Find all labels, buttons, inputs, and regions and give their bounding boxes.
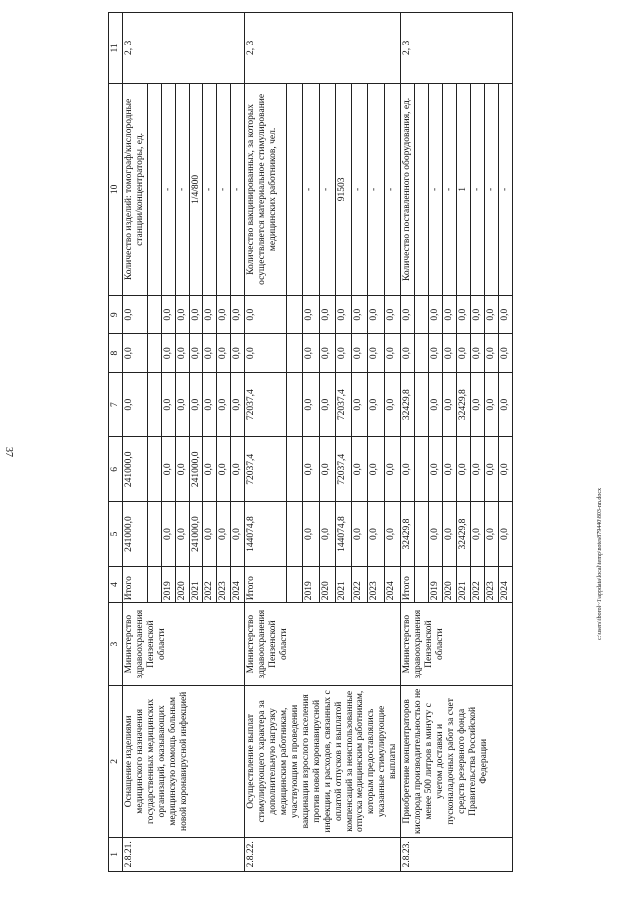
activity-name: Приобретение концентраторов кислорода производительностью не менее 500 литров в минуту с учетом доставки и пусконаладочных работ за счет средств резервного фонда Правительства Российской Федерации (401, 686, 512, 838)
empty-cell (415, 372, 429, 437)
indicator-value: - (231, 83, 245, 295)
year-value-v5: 32429,8 (456, 502, 470, 567)
empty-cell (287, 334, 303, 372)
indicator-value: - (428, 83, 442, 295)
year-value-v9: 0,0 (498, 296, 512, 334)
row-number: 2.8.21. (122, 837, 244, 871)
year-value-v5: 0,0 (428, 502, 442, 567)
indicator-value: - (319, 83, 335, 295)
year-value-v8: 0,0 (319, 334, 335, 372)
year-value-v8: 0,0 (470, 334, 484, 372)
indicator-value: - (498, 83, 512, 295)
year-value-v7: 0,0 (384, 372, 400, 437)
year: 2020 (319, 566, 335, 602)
year-value-v6: 0,0 (442, 437, 456, 502)
total-value-v8: 0,0 (245, 334, 287, 372)
footer-file-path: c:\users\iborol~1\appdata\local\temp\notes879440\803-nn.docx (597, 487, 603, 640)
empty-cell (415, 83, 429, 295)
year-value-v5: 0,0 (384, 502, 400, 567)
total-value-v9: 0,0 (245, 296, 287, 334)
empty-cell (287, 372, 303, 437)
year: 2022 (470, 566, 484, 602)
empty-cell (287, 566, 303, 602)
year-value-v8: 0,0 (175, 334, 189, 372)
program-table (108, 12, 513, 872)
activity-name: Осуществление выплат стимулирующего характера за дополнительную нагрузку медицинским работникам, участвующим в проведении вакцинации взрослого населения против новой коронавирусной инфекции, и расходов, связанных с оплатой отпусков и выплатой компенсаций за неиспользованные отпуска медицинским работникам, которым предоставлялись указанные стимулирующие выплаты (245, 686, 401, 838)
reference: 2, 3 (245, 13, 401, 84)
total-value-v7: 72037,4 (245, 372, 287, 437)
total-value-v5: 144074,8 (245, 502, 287, 567)
year-value-v9: 0,0 (456, 296, 470, 334)
year-value-v9: 0,0 (175, 296, 189, 334)
column-header-9: 9 (109, 296, 123, 334)
year-value-v5: 0,0 (368, 502, 384, 567)
year-value-v7: 0,0 (442, 372, 456, 437)
year-value-v8: 0,0 (217, 334, 231, 372)
total-label: Итого (122, 566, 147, 602)
year-value-v8: 0,0 (303, 334, 319, 372)
year-value-v6: 0,0 (470, 437, 484, 502)
column-header-5: 5 (109, 502, 123, 567)
indicator-value: - (175, 83, 189, 295)
total-value-v8: 0,0 (401, 334, 415, 372)
year-value-v5: 0,0 (175, 502, 189, 567)
year-value-v5: 144074,8 (335, 502, 351, 567)
executor: Министерство здравоохранения Пензенской области (122, 603, 244, 686)
rotated-sheet (108, 12, 588, 872)
year-value-v8: 0,0 (484, 334, 498, 372)
year-value-v9: 0,0 (217, 296, 231, 334)
year-value-v7: 0,0 (303, 372, 319, 437)
indicator-value: - (368, 83, 384, 295)
year: 2020 (175, 566, 189, 602)
empty-cell (147, 372, 161, 437)
year-value-v7: 0,0 (498, 372, 512, 437)
indicator-value: - (217, 83, 231, 295)
year-value-v8: 0,0 (442, 334, 456, 372)
empty-cell (415, 502, 429, 567)
column-header-7: 7 (109, 372, 123, 437)
year-value-v8: 0,0 (456, 334, 470, 372)
year-value-v6: 0,0 (352, 437, 368, 502)
total-value-v5: 241000,0 (122, 502, 147, 567)
empty-cell (415, 296, 429, 334)
year-value-v9: 0,0 (428, 296, 442, 334)
year-value-v6: 0,0 (319, 437, 335, 502)
year-value-v8: 0,0 (368, 334, 384, 372)
table-row-total (122, 13, 147, 872)
year: 2024 (498, 566, 512, 602)
year-value-v5: 0,0 (231, 502, 245, 567)
indicator-value: 1/4/800 (189, 83, 203, 295)
total-value-v9: 0,0 (122, 296, 147, 334)
year: 2019 (303, 566, 319, 602)
year: 2019 (161, 566, 175, 602)
year: 2021 (335, 566, 351, 602)
table-row-total (401, 13, 415, 872)
total-value-v8: 0,0 (122, 334, 147, 372)
column-header-2: 2 (109, 686, 123, 838)
year-value-v6: 0,0 (456, 437, 470, 502)
year-value-v5: 0,0 (217, 502, 231, 567)
year-value-v5: 0,0 (203, 502, 217, 567)
year-value-v7: 72037,4 (335, 372, 351, 437)
year-value-v9: 0,0 (352, 296, 368, 334)
year-value-v7: 0,0 (352, 372, 368, 437)
year-value-v6: 0,0 (161, 437, 175, 502)
year: 2023 (484, 566, 498, 602)
year: 2021 (189, 566, 203, 602)
year-value-v7: 0,0 (189, 372, 203, 437)
column-header-1: 1 (109, 837, 123, 871)
row-number: 2.8.23. (401, 837, 512, 871)
year-value-v6: 0,0 (428, 437, 442, 502)
column-header-10: 10 (109, 83, 123, 295)
year-value-v7: 32429,8 (456, 372, 470, 437)
year-value-v8: 0,0 (231, 334, 245, 372)
total-value-v6: 72037,4 (245, 437, 287, 502)
year-value-v8: 0,0 (203, 334, 217, 372)
empty-cell (147, 83, 161, 295)
executor: Министерство здравоохранения Пензенской области (245, 603, 401, 686)
year-value-v6: 0,0 (175, 437, 189, 502)
column-header-6: 6 (109, 437, 123, 502)
year-value-v6: 241000,0 (189, 437, 203, 502)
year-value-v6: 0,0 (384, 437, 400, 502)
year-value-v7: 0,0 (428, 372, 442, 437)
year-value-v7: 0,0 (175, 372, 189, 437)
year-value-v9: 0,0 (484, 296, 498, 334)
year-value-v5: 0,0 (442, 502, 456, 567)
year-value-v9: 0,0 (161, 296, 175, 334)
year-value-v5: 0,0 (161, 502, 175, 567)
year: 2020 (442, 566, 456, 602)
year-value-v9: 0,0 (384, 296, 400, 334)
year-value-v9: 0,0 (368, 296, 384, 334)
total-value-v6: 0,0 (401, 437, 415, 502)
year-value-v9: 0,0 (470, 296, 484, 334)
total-value-v7: 0,0 (122, 372, 147, 437)
year-value-v5: 0,0 (498, 502, 512, 567)
reference: 2, 3 (401, 13, 512, 84)
year: 2023 (368, 566, 384, 602)
total-value-v9: 0,0 (401, 296, 415, 334)
indicator-value: - (161, 83, 175, 295)
year: 2019 (428, 566, 442, 602)
total-value-v7: 32429,8 (401, 372, 415, 437)
year-value-v8: 0,0 (161, 334, 175, 372)
year: 2024 (384, 566, 400, 602)
year-value-v7: 0,0 (231, 372, 245, 437)
empty-cell (415, 334, 429, 372)
total-value-v5: 32429,8 (401, 502, 415, 567)
year-value-v7: 0,0 (470, 372, 484, 437)
indicator-value: 91503 (335, 83, 351, 295)
header-row (109, 13, 123, 872)
indicator-value: - (384, 83, 400, 295)
year: 2024 (231, 566, 245, 602)
year-value-v5: 0,0 (303, 502, 319, 567)
empty-cell (287, 437, 303, 502)
year-value-v5: 0,0 (484, 502, 498, 567)
year-value-v6: 0,0 (303, 437, 319, 502)
indicator-value: 1 (456, 83, 470, 295)
indicator-value: - (442, 83, 456, 295)
empty-cell (415, 437, 429, 502)
indicator-name: Количество поставленного оборудования, ед. (401, 83, 415, 295)
indicator-value: - (303, 83, 319, 295)
year-value-v8: 0,0 (352, 334, 368, 372)
year-value-v8: 0,0 (189, 334, 203, 372)
year-value-v6: 0,0 (484, 437, 498, 502)
year-value-v8: 0,0 (498, 334, 512, 372)
year-value-v8: 0,0 (428, 334, 442, 372)
year-value-v7: 0,0 (203, 372, 217, 437)
year-value-v9: 0,0 (335, 296, 351, 334)
indicator-name: Количество вакцинированных, за которых осуществляется материальное стимулирование медицинских работников, чел. (245, 83, 287, 295)
year-value-v9: 0,0 (231, 296, 245, 334)
year: 2023 (217, 566, 231, 602)
empty-cell (287, 296, 303, 334)
indicator-name: Количество изделий: томограф/кислородные станции/концентраторы, ед. (122, 83, 147, 295)
year-value-v8: 0,0 (335, 334, 351, 372)
table-row-total (245, 13, 287, 872)
column-header-4: 4 (109, 566, 123, 602)
year-value-v9: 0,0 (442, 296, 456, 334)
year-value-v6: 0,0 (217, 437, 231, 502)
year-value-v5: 0,0 (319, 502, 335, 567)
total-label: Итого (401, 566, 415, 602)
column-header-8: 8 (109, 334, 123, 372)
year-value-v6: 0,0 (203, 437, 217, 502)
empty-cell (147, 437, 161, 502)
year: 2022 (203, 566, 217, 602)
empty-cell (287, 502, 303, 567)
year-value-v7: 0,0 (319, 372, 335, 437)
empty-cell (147, 502, 161, 567)
total-label: Итого (245, 566, 287, 602)
year-value-v5: 0,0 (352, 502, 368, 567)
year-value-v7: 0,0 (484, 372, 498, 437)
indicator-value: - (470, 83, 484, 295)
empty-cell (415, 566, 429, 602)
empty-cell (287, 83, 303, 295)
reference: 2, 3 (122, 13, 244, 84)
executor: Министерство здравоохранения Пензенской области (401, 603, 512, 686)
column-header-11: 11 (109, 13, 123, 84)
year: 2022 (352, 566, 368, 602)
year-value-v7: 0,0 (368, 372, 384, 437)
activity-name: Оснащение изделиями медицинского назначения государственных медицинских организаций, оказывающих медицинскую помощь больным новой коронавирусной инфекцией (122, 686, 244, 838)
indicator-value: - (484, 83, 498, 295)
empty-cell (147, 296, 161, 334)
year-value-v6: 0,0 (368, 437, 384, 502)
indicator-value: - (352, 83, 368, 295)
year-value-v5: 241000,0 (189, 502, 203, 567)
year-value-v6: 72037,4 (335, 437, 351, 502)
year-value-v6: 0,0 (498, 437, 512, 502)
year-value-v9: 0,0 (319, 296, 335, 334)
year-value-v8: 0,0 (384, 334, 400, 372)
empty-cell (147, 566, 161, 602)
indicator-value: - (203, 83, 217, 295)
year-value-v6: 0,0 (231, 437, 245, 502)
column-header-3: 3 (109, 603, 123, 686)
page-number: 37 (3, 447, 14, 457)
empty-cell (147, 334, 161, 372)
year-value-v7: 0,0 (217, 372, 231, 437)
year-value-v9: 0,0 (303, 296, 319, 334)
year-value-v9: 0,0 (189, 296, 203, 334)
total-value-v6: 241000,0 (122, 437, 147, 502)
year-value-v9: 0,0 (203, 296, 217, 334)
year: 2021 (456, 566, 470, 602)
year-value-v7: 0,0 (161, 372, 175, 437)
year-value-v5: 0,0 (470, 502, 484, 567)
row-number: 2.8.22. (245, 837, 401, 871)
